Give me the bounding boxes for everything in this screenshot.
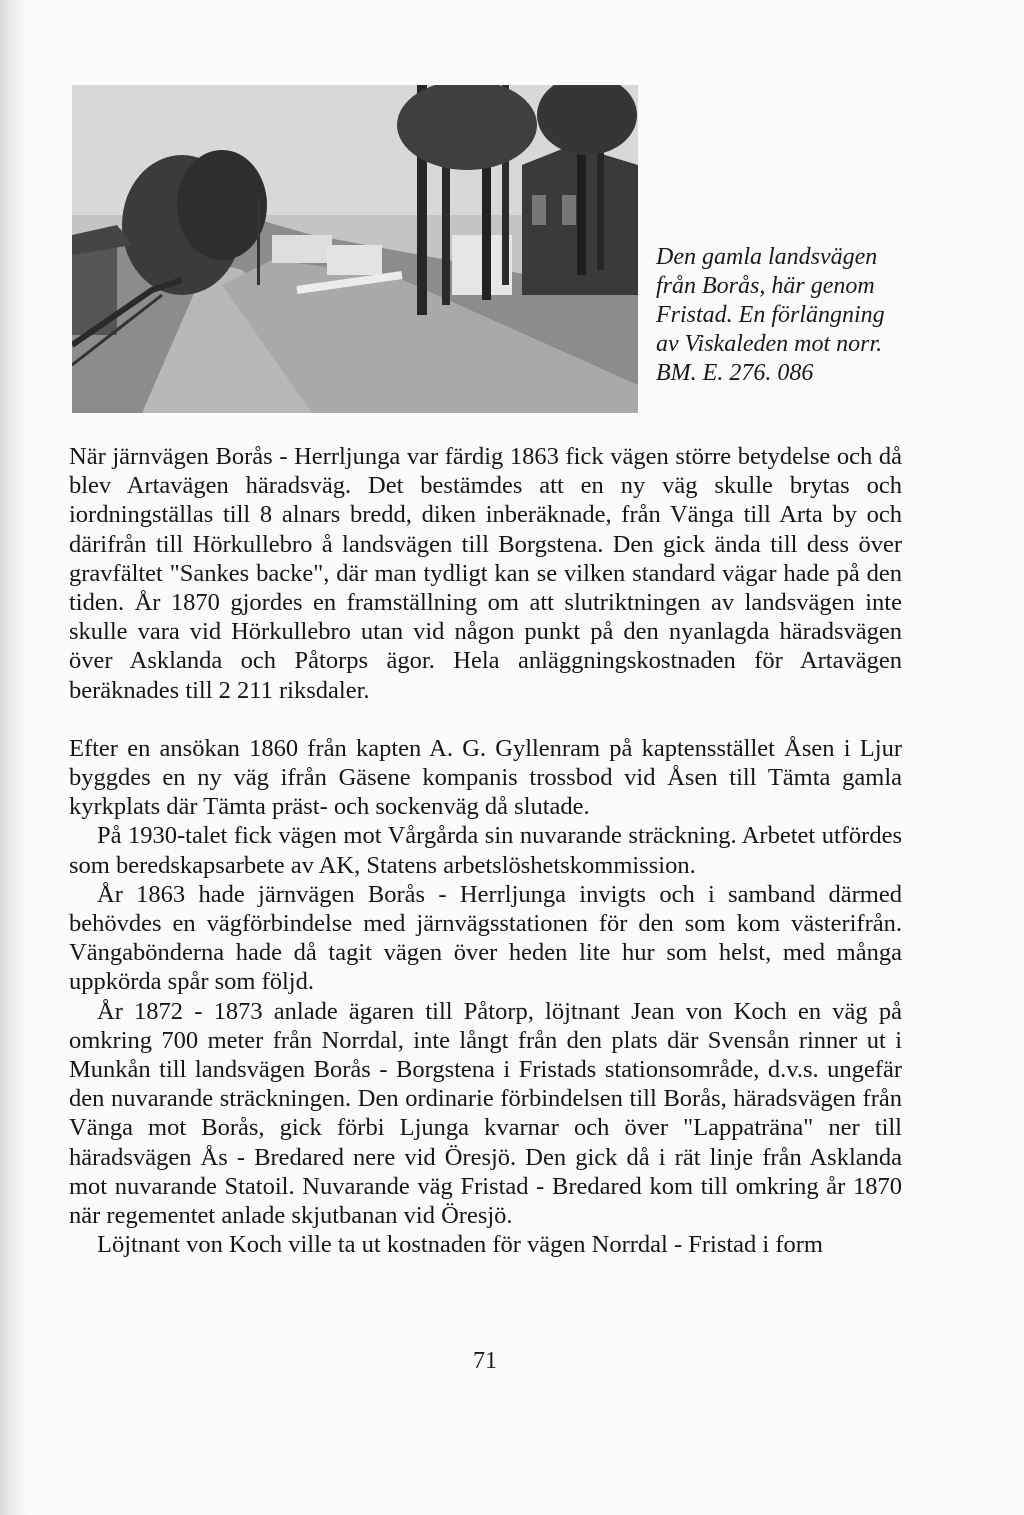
paragraph: Efter en ansökan 1860 från kapten A. G. Gyllenram på kaptensstället Åsen i Ljur byggdes en ny väg ifrån Gäsene kompanis trossbod vid Åsen till Tämta gamla kyrkplats där Tämta präst- och sockenväg då slutade.	[69, 734, 902, 821]
paragraph: Löjtnant von Koch ville ta ut kostnaden för vägen Norrdal - Fristad i form	[97, 1231, 823, 1259]
caption-line: Fristad. En förlängning	[656, 302, 885, 328]
photo-caption	[656, 243, 956, 388]
caption-line: från Borås, här genom	[656, 273, 875, 299]
caption-line: BM. E. 276. 086	[656, 360, 814, 386]
page-spine-shadow	[0, 0, 28, 1515]
page-number: 71	[473, 1348, 497, 1374]
caption-line: av Viskaleden mot norr.	[656, 331, 883, 357]
paragraph-gap	[69, 705, 902, 734]
body-text	[69, 442, 902, 1259]
historic-road-photo	[72, 85, 638, 413]
paragraph: På 1930-talet fick vägen mot Vårgårda sin nuvarande sträckning. Arbetet utfördes som beredskapsarbete av AK, Statens arbetslöshetskommission.	[69, 822, 902, 879]
paragraph: År 1872 - 1873 anlade ägaren till Påtorp, löjtnant Jean von Koch en väg på omkring 700 meter från Norrdal, inte långt från den plats där Svensån rinner ut i Munkån till landsvägen Borås - Borgstena i Fristads stationsområde, d.v.s. ungefär den nuvarande sträckningen. Den ordinarie förbindelsen till Borås, häradsvägen från Vänga mot Borås, gick förbi Ljunga kvarnar och över "Lappaträna" ner till häradsvägen Ås - Bredared nere vid Öresjö. Den gick då i rät linje från Asklanda mot nuvarande Statoil. Nuvarande väg Fristad - Bredared kom till omkring år 1870 när regementet anlade skjutbanan vid Öresjö.	[69, 997, 902, 1230]
paragraph: När järnvägen Borås - Herrljunga var färdig 1863 fick vägen större betydelse och då blev Artavägen häradsväg. Det bestämdes att en ny väg skulle brytas och iordningställas till 8 alnars bredd, diken inberäknade, från Vänga till Arta by och därifrån till Hörkullebro å landsvägen till Borgstena. Den gick ända till dess över gravfältet "Sankes backe", där man tydligt kan se vilken standard vägar hade på den tiden. År 1870 gjordes en framställning om att slutriktningen av landsvägen inte skulle vara vid Hörkullebro utan vid någon punkt på den nyanlagda häradsvägen över Asklanda och Påtorps ägor. Hela anläggningskostnaden för Artavägen beräknades till 2 211 riksdaler.	[69, 443, 902, 704]
road-photo-icon	[72, 85, 638, 413]
paragraph: År 1863 hade järnvägen Borås - Herrljunga invigts och i samband därmed behövdes en vägförbindelse med järnvägsstationen för den som kom västerifrån. Vängabönderna hade då tagit vägen över heden lite hur som helst, med många uppkörda spår som följd.	[69, 880, 902, 996]
caption-line: Den gamla landsvägen	[656, 244, 878, 270]
